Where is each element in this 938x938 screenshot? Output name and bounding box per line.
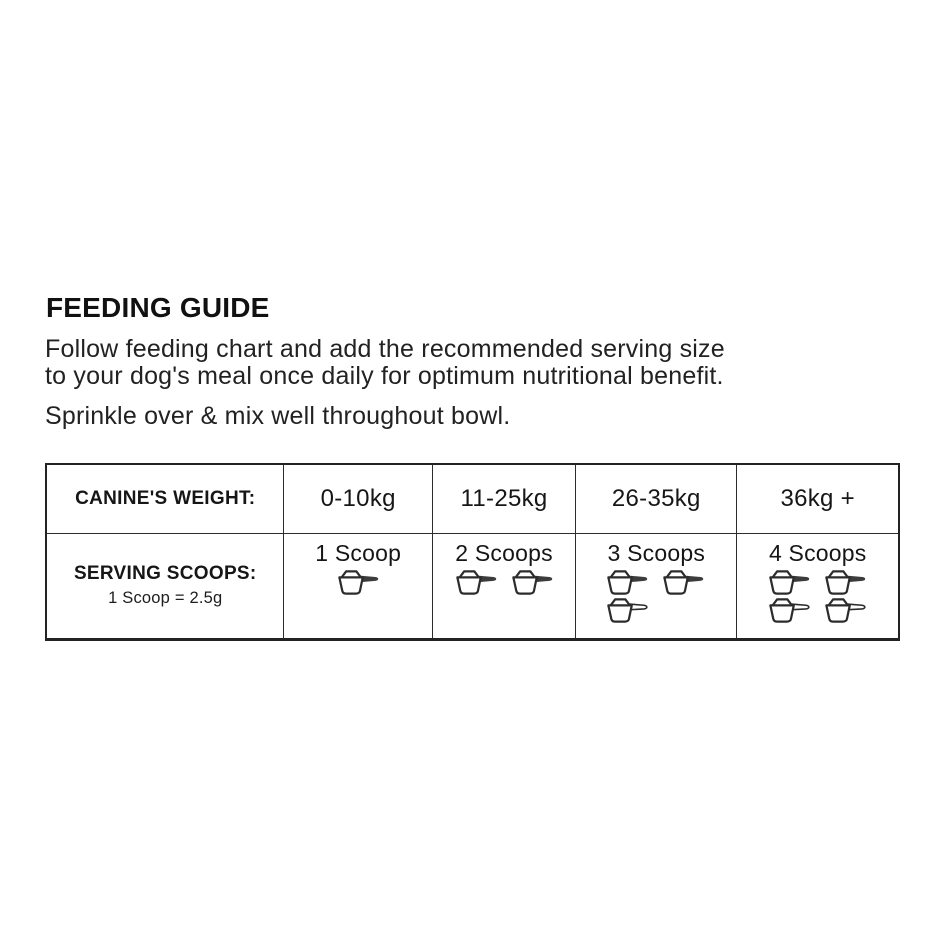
scoop-icon <box>766 569 812 596</box>
scoop-icon <box>604 597 650 624</box>
scoop-icon <box>604 569 650 596</box>
scoop-icon-group <box>284 569 431 596</box>
weight-cell <box>284 464 432 533</box>
scoops-cell <box>432 533 575 639</box>
intro-line-2: to your dog's meal once daily for optimum nutritional benefit. <box>45 362 724 390</box>
scoop-icon <box>822 597 868 624</box>
scoops-count-label: 3 Scoops <box>607 539 706 566</box>
scoop-icon <box>509 569 555 596</box>
scoop-icon <box>453 569 499 596</box>
scoop-icon-group <box>604 569 708 624</box>
weight-value: 0-10kg <box>320 484 396 512</box>
page-title: FEEDING GUIDE <box>46 292 270 323</box>
weight-value: 26-35kg <box>611 484 701 512</box>
scoops-row-sublabel: 1 Scoop = 2.5g <box>108 589 223 607</box>
scoops-count-label: 2 Scoops <box>455 539 553 566</box>
scoop-icon <box>660 569 706 596</box>
scoops-cell <box>576 533 737 639</box>
weight-cell <box>737 464 899 533</box>
scoop-icon <box>766 597 812 624</box>
weight-value: 11-25kg <box>460 484 548 512</box>
scoops-row-header <box>46 533 284 639</box>
scoops-row-label: SERVING SCOOPS: <box>73 563 257 584</box>
scoops-cell <box>737 533 899 639</box>
weight-row-label: CANINE'S WEIGHT: <box>75 487 256 509</box>
scoop-icon <box>335 569 381 596</box>
scoop-icon-group <box>766 569 870 624</box>
weight-value: 36kg + <box>780 484 855 512</box>
feeding-table <box>45 463 900 641</box>
intro-line-1: Follow feeding chart and add the recommended serving size <box>45 335 725 363</box>
mixing-note: Sprinkle over & mix well throughout bowl. <box>45 402 511 430</box>
scoops-cell <box>284 533 432 639</box>
weight-cell <box>432 464 575 533</box>
weight-row-header <box>46 464 284 533</box>
weight-cell <box>576 464 737 533</box>
intro-text <box>45 336 725 390</box>
scoop-icon <box>822 569 868 596</box>
table-row-weights <box>46 464 899 533</box>
table-row-scoops <box>46 533 899 639</box>
scoops-count-label: 1 Scoop <box>315 539 402 566</box>
scoops-count-label: 4 Scoops <box>768 539 867 566</box>
scoop-icon-group <box>433 569 575 596</box>
